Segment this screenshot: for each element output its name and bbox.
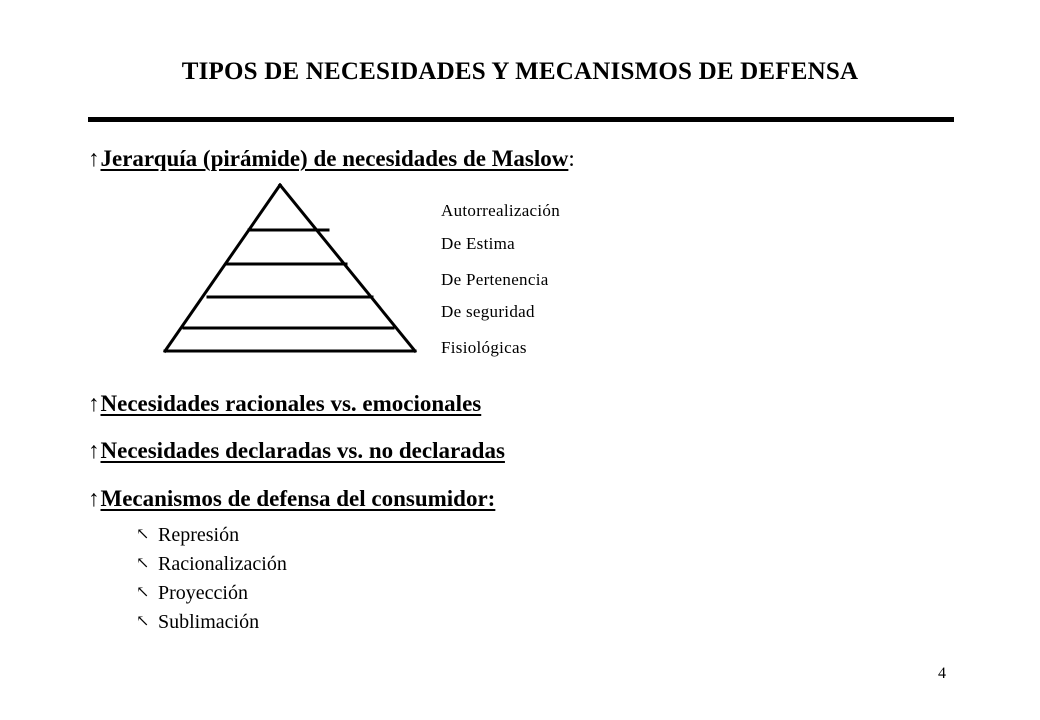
arrow-up-bullet-icon: ↑ xyxy=(88,391,100,416)
sub-bullet-proyeccion xyxy=(136,582,248,605)
bullet-maslow-text: Jerarquía (pirámide) de necesidades de Maslow xyxy=(100,146,569,171)
pyramid-level-autorrealizacion: Autorrealización xyxy=(441,201,561,220)
bullet-rational-text: Necesidades racionales vs. emocionales xyxy=(100,391,482,416)
sub-bullet-represion xyxy=(136,524,239,547)
maslow-pyramid-diagram xyxy=(160,182,430,358)
arrow-up-bullet-icon: ↑ xyxy=(88,146,100,171)
sub-bullet-racionalizacion xyxy=(136,553,287,576)
bullet-maslow xyxy=(88,146,575,172)
arrow-up-left-sub-bullet-icon: ↖ xyxy=(136,613,150,630)
arrow-up-bullet-icon: ↑ xyxy=(88,486,100,511)
pyramid-level-estima: De Estima xyxy=(441,234,515,253)
arrow-up-bullet-icon: ↑ xyxy=(88,438,100,463)
pyramid-level-fisiologicas: Fisiológicas xyxy=(441,338,527,357)
bullet-maslow-colon: : xyxy=(568,146,575,171)
sub-bullet-text: Sublimación xyxy=(158,611,260,633)
pyramid-level-pertenencia: De Pertenencia xyxy=(441,270,549,289)
bullet-defense-text: Mecanismos de defensa del consumidor: xyxy=(100,486,496,511)
sub-bullet-text: Proyección xyxy=(158,582,248,604)
bullet-defense xyxy=(88,486,495,512)
sub-bullet-sublimacion xyxy=(136,611,259,634)
bullet-declared-text: Necesidades declaradas vs. no declaradas xyxy=(100,438,505,463)
sub-bullet-text: Represión xyxy=(158,524,240,546)
sub-bullet-text: Racionalización xyxy=(158,553,287,575)
pyramid-level-seguridad: De seguridad xyxy=(441,302,535,321)
pyramid-left-edge xyxy=(165,185,280,351)
pyramid-right-edge xyxy=(280,185,415,351)
bullet-rational-emotional xyxy=(88,391,481,417)
arrow-up-left-sub-bullet-icon: ↖ xyxy=(136,584,150,601)
bullet-declared xyxy=(88,438,505,464)
arrow-up-left-sub-bullet-icon: ↖ xyxy=(136,555,150,572)
title-divider xyxy=(88,117,954,122)
page-number: 4 xyxy=(938,665,946,682)
slide-title: TIPOS DE NECESIDADES Y MECANISMOS DE DEFENSA xyxy=(181,58,859,85)
arrow-up-left-sub-bullet-icon: ↖ xyxy=(136,526,150,543)
